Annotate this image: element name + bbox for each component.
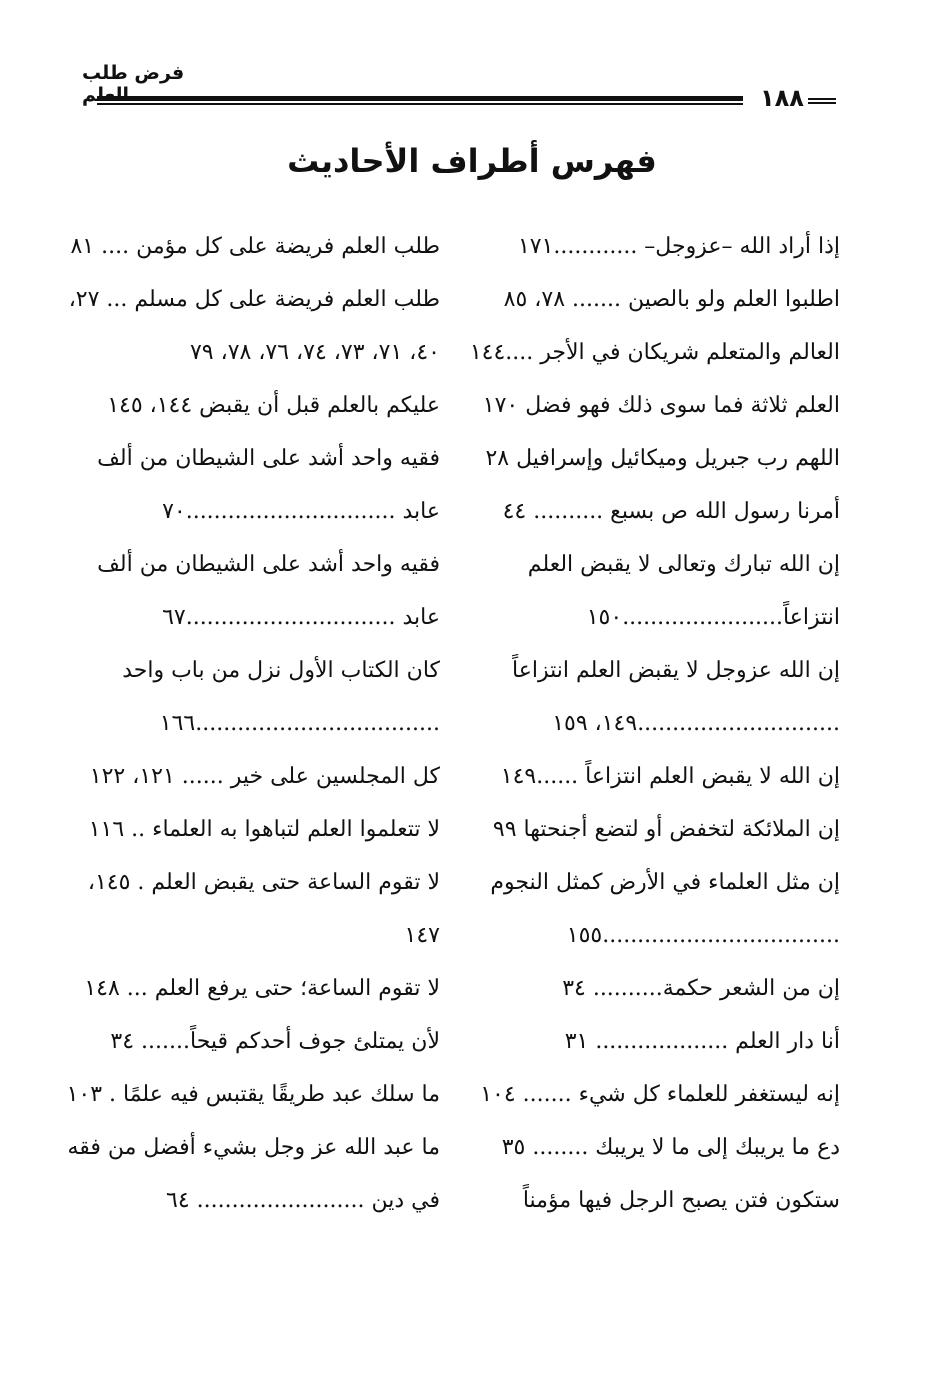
index-entry: أمرنا رسول الله ص بسبع .......... ٤٤ xyxy=(502,499,840,524)
index-entry: ستكون فتن يصبح الرجل فيها مؤمناً xyxy=(522,1188,840,1213)
index-entry: إن الملائكة لتخفض أو لتضع أجنحتها ٩٩ xyxy=(492,817,840,842)
index-entry: لأن يمتلئ جوف أحدكم قيحاً....... ٣٤ xyxy=(110,1029,440,1054)
index-entry: فقيه واحد أشد على الشيطان من ألف xyxy=(97,552,440,577)
header-rule xyxy=(97,96,743,105)
index-entry: إذا أراد الله –عزوجل– ............١٧١ xyxy=(517,234,840,259)
index-entry: عابد ..............................٦٧ xyxy=(162,605,440,630)
index-entry: لا تتعلموا العلم لتباهوا به العلماء .. ١١٦ xyxy=(88,817,440,842)
index-entry: في دين ........................ ٦٤ xyxy=(166,1188,440,1213)
index-entry: العالم والمتعلم شريكان في الأجر ....١٤٤ xyxy=(469,340,840,365)
running-title: فرض طلب العلم xyxy=(82,62,185,106)
index-entry: ٤٠، ٧١، ٧٣، ٧٤، ٧٦، ٧٨، ٧٩ xyxy=(189,340,440,365)
index-entry: أنا دار العلم ................... ٣١ xyxy=(564,1029,840,1054)
index-entry: لا تقوم الساعة؛ حتى يرفع العلم ... ١٤٨ xyxy=(84,976,440,1001)
index-entry: عليكم بالعلم قبل أن يقبض ١٤٤، ١٤٥ xyxy=(107,393,440,418)
index-entry: اللهم رب جبريل وميكائيل وإسرافيل ٢٨ xyxy=(485,446,840,471)
index-entry: طلب العلم فريضة على كل مؤمن .... ٨١ xyxy=(70,234,440,259)
index-entry: دع ما يريبك إلى ما لا يريبك ........ ٣٥ xyxy=(501,1135,840,1160)
index-entry: ..................................١٥٥ xyxy=(566,923,840,948)
page-number-dash xyxy=(808,98,836,104)
index-entry: إنه ليستغفر للعلماء كل شيء ....... ١٠٤ xyxy=(480,1082,840,1107)
index-entry: كل المجلسين على خير ...... ١٢١، ١٢٢ xyxy=(89,764,440,789)
index-entry: إن من الشعر حكمة.......... ٣٤ xyxy=(562,976,840,1001)
index-heading: فهرس أطراف الأحاديث xyxy=(287,142,657,180)
index-entry: اطلبوا العلم ولو بالصين ....... ٧٨، ٨٥ xyxy=(503,287,840,312)
index-entry: إن الله لا يقبض العلم انتزاعاً ......١٤٩ xyxy=(500,764,840,789)
index-entry: طلب العلم فريضة على كل مسلم ... ٢٧، xyxy=(68,287,440,312)
index-entry: .............................١٤٩، ١٥٩ xyxy=(552,711,840,736)
index-entry: العلم ثلاثة فما سوى ذلك فهو فضل ١٧٠ xyxy=(482,393,840,418)
index-entry: لا تقوم الساعة حتى يقبض العلم . ١٤٥، xyxy=(87,870,440,895)
index-column-right xyxy=(469,220,840,1227)
index-entry: ...................................١٦٦ xyxy=(159,711,440,736)
index-entry: عابد ..............................٧٠ xyxy=(162,499,440,524)
index-entry: ما عبد الله عز وجل بشيء أفضل من فقه xyxy=(67,1135,440,1160)
index-column-left xyxy=(66,220,440,1227)
index-entry: إن مثل العلماء في الأرض كمثل النجوم xyxy=(490,870,840,895)
index-entry: إن الله عزوجل لا يقبض العلم انتزاعاً xyxy=(512,658,840,683)
index-entry: انتزاعاً.......................١٥٠ xyxy=(586,605,840,630)
page-number: ١٨٨ xyxy=(760,84,804,112)
index-entry: ما سلك عبد طريقًا يقتبس فيه علمًا . ١٠٣ xyxy=(66,1082,440,1107)
index-entry: ١٤٧ xyxy=(404,923,440,948)
index-entry: فقيه واحد أشد على الشيطان من ألف xyxy=(97,446,440,471)
index-entry: إن الله تبارك وتعالى لا يقبض العلم xyxy=(527,552,840,577)
index-entry: كان الكتاب الأول نزل من باب واحد xyxy=(122,658,440,683)
